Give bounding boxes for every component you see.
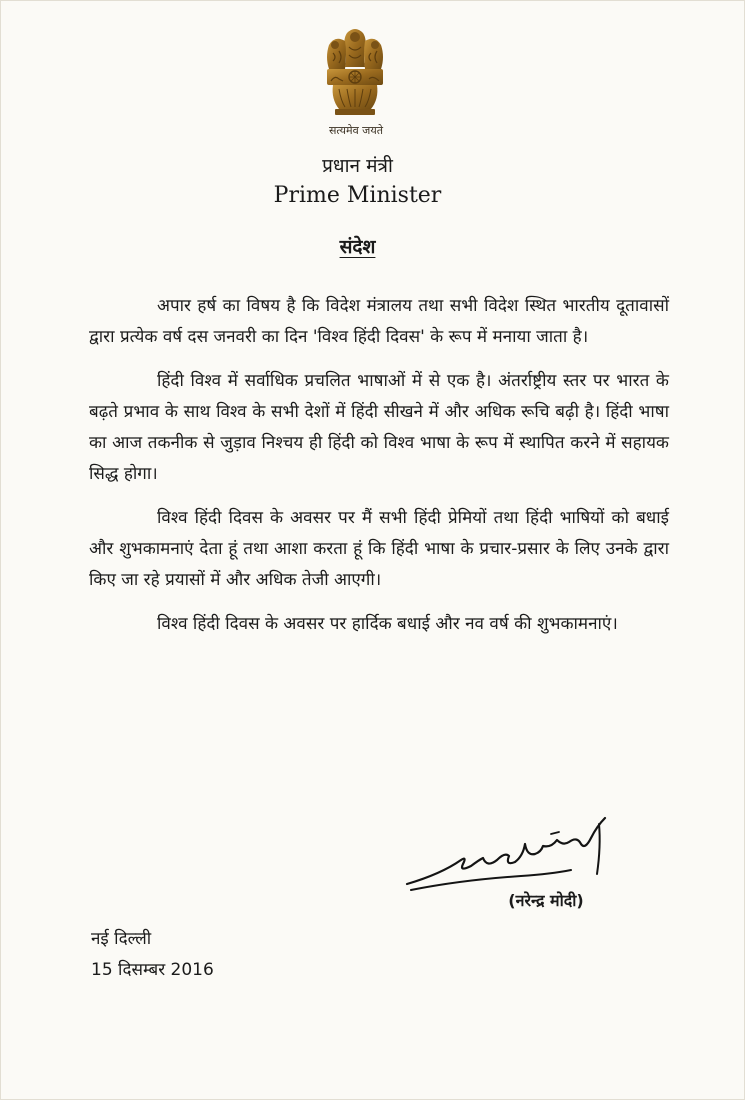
paragraph-3: विश्व हिंदी दिवस के अवसर पर मैं सभी हिंदी प्रेमियों तथा हिंदी भाषियों को बधाई और शुभकामनाएं देता हूं तथा आशा करता हूं कि हिंदी भाषा के प्रचार-प्रसार के लिए उनके द्वारा किए जा रहे प्रयासों में और अधिक तेजी आएगी। [89,508,669,590]
date-line: 15 दिसम्बर 2016 [91,960,214,980]
paragraph-2: हिंदी विश्व में सर्वाधिक प्रचलित भाषाओं में से एक है। अंतर्राष्ट्रीय स्तर पर भारत के बढ़ते प्रभाव के साथ विश्व के सभी देशों में हिंदी सीखने में और अधिक रूचि बढ़ी है। हिंदी भाषा का आज तकनीक से जुड़ाव निश्चय ही हिंदी को विश्व भाषा के रूप में स्थापित करने में सहायक सिद्ध होगा। [89,371,669,484]
message-body [89,291,669,653]
paragraph-4: विश्व हिंदी दिवस के अवसर पर हार्दिक बधाई और नव वर्ष की शुभकामनाएं। [157,614,618,634]
handwritten-signature [401,816,626,898]
lion-capital-emblem-icon [319,23,391,127]
emblem-motto: सत्यमेव जयते [328,124,383,137]
title-english: Prime Minister [273,183,442,208]
title-hindi: प्रधान मंत्री [322,155,393,177]
place-line: नई दिल्ली [91,929,152,949]
paragraph-1: अपार हर्ष का विषय है कि विदेश मंत्रालय तथा सभी विदेश स्थित भारतीय दूतावासों द्वारा प्रत्येक वर्ष दस जनवरी का दिन 'विश्व हिंदी दिवस' के रूप में मनाया जाता है। [89,296,669,347]
signatory-name: (नरेन्द्र मोदी) [508,891,584,910]
message-heading: संदेश [339,236,376,258]
